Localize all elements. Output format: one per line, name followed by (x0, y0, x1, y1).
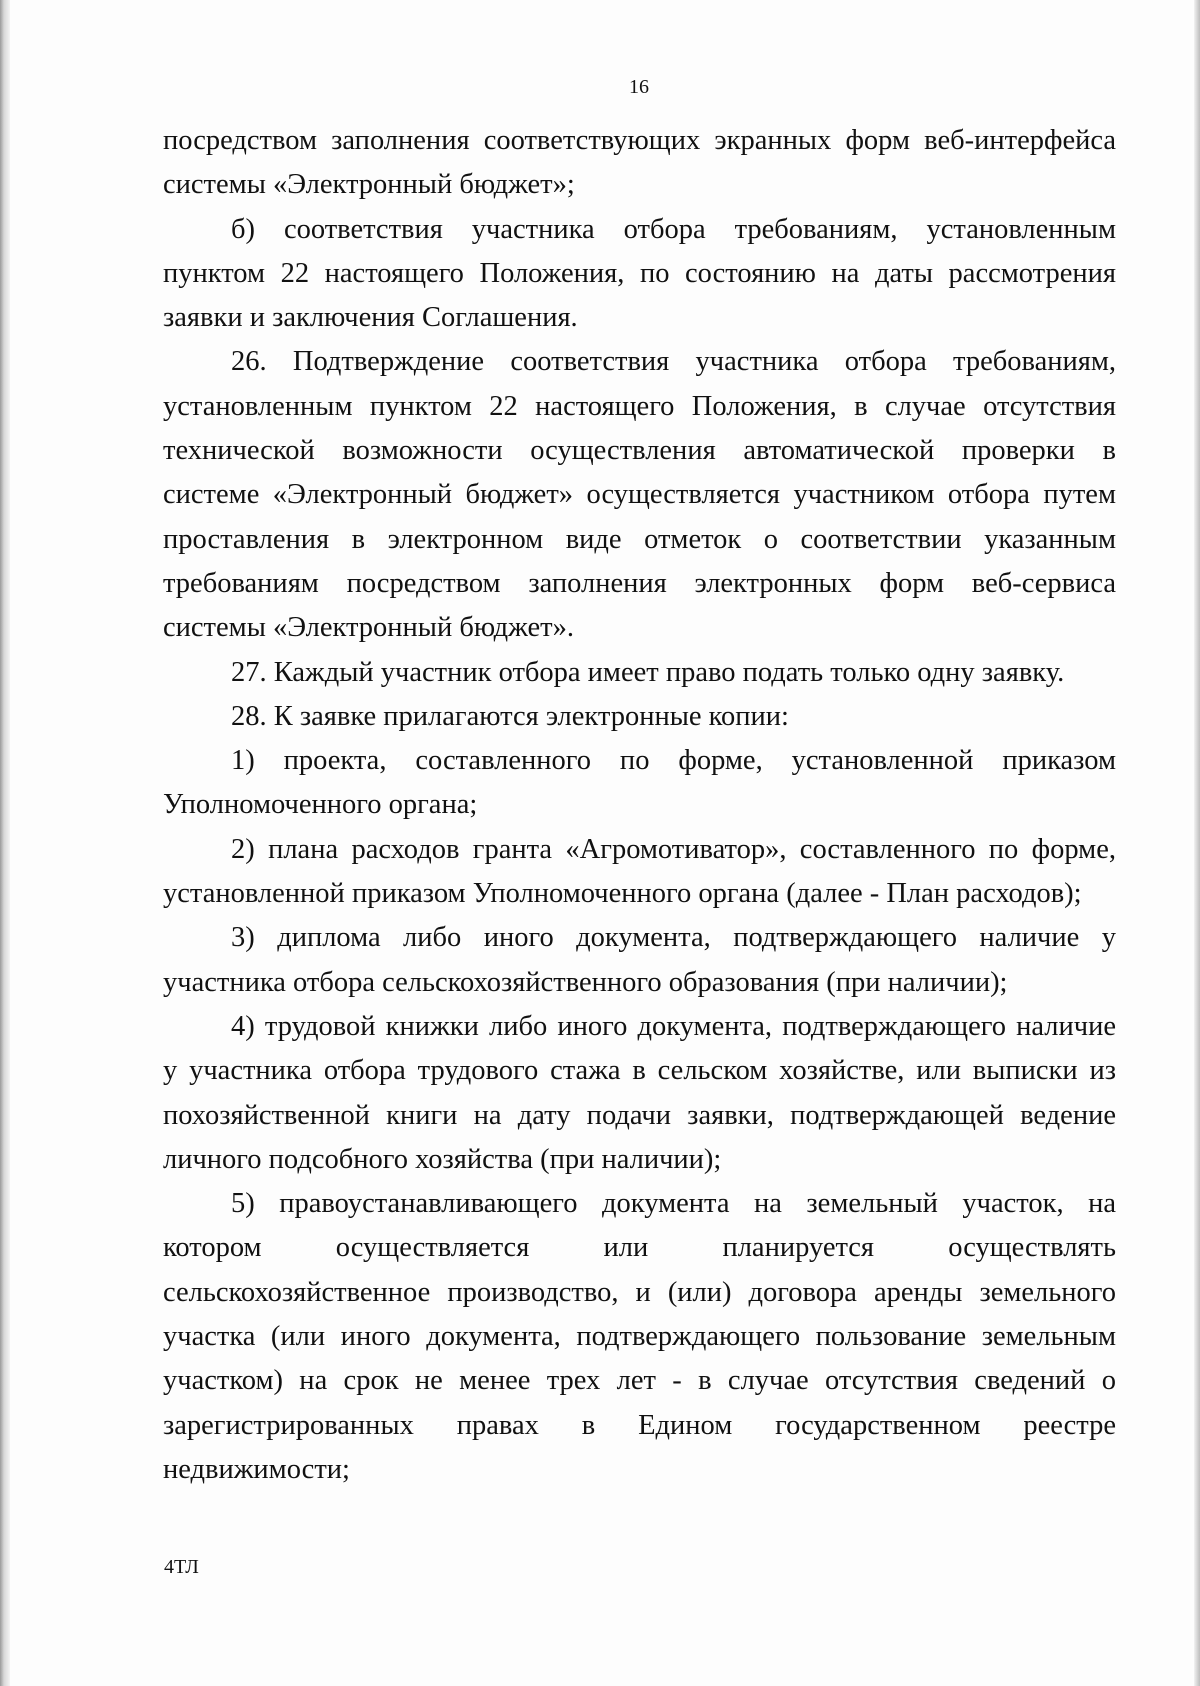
paragraph: 5) правоустанавливающего документа на земельный участок, на котором осуществляется или планируется осуществлять сельскохозяйственное производство, и (или) договора аренды земельного участка (или иного документа, подтверждающего пользование земельным участком) на срок не менее трех лет - в случае отсутствия сведений о зарегистрированных правах в Едином государственном реестре недвижимости; (163, 1188, 1116, 1485)
paragraph: 2) плана расходов гранта «Агромотиватор», составленного по форме, установленной приказом Уполномоченного органа (далее - План расходов); (163, 833, 1116, 910)
paragraph: 26. Подтверждение соответствия участника отбора требованиям, установленным пунктом 22 настоящего Положения, в случае отсутствия технической возможности осуществления автоматической проверки в системе «Электронный бюджет» осуществляется участником отбора путем проставления в электронном виде отметок о соответствии указанным требованиям посредством заполнения электронных форм веб-сервиса системы «Электронный бюджет». (163, 346, 1116, 644)
scan-edge-left (0, 0, 10, 1686)
paragraph: 4) трудовой книжки либо иного документа, подтверждающего наличие у участника отбора трудового стажа в сельском хозяйстве, или выписки из похозяйственной книги на дату подачи заявки, подтверждающей ведение личного подсобного хозяйства (при наличии); (163, 1010, 1116, 1175)
footer-code: 4ТЛ (164, 1556, 199, 1578)
paragraph: 28. К заявке прилагаются электронные копии: (231, 700, 789, 732)
document-body (163, 119, 1116, 1492)
paragraph: 27. Каждый участник отбора имеет право подать только одну заявку. (231, 656, 1065, 688)
paragraph: б) соответствия участника отбора требованиям, установленным пунктом 22 настоящего Положения, по состоянию на даты рассмотрения заявки и заключения Соглашения. (163, 213, 1116, 334)
paragraph: посредством заполнения соответствующих экранных форм веб-интерфейса системы «Электронный бюджет»; (163, 125, 1116, 201)
scan-edge-right (1194, 0, 1200, 1686)
paragraph: 3) диплома либо иного документа, подтверждающего наличие у участника отбора сельскохозяйственного образования (при наличии); (163, 922, 1116, 998)
paragraph: 1) проекта, составленного по форме, установленной приказом Уполномоченного органа; (163, 745, 1116, 821)
page-number: 16 (629, 76, 649, 98)
